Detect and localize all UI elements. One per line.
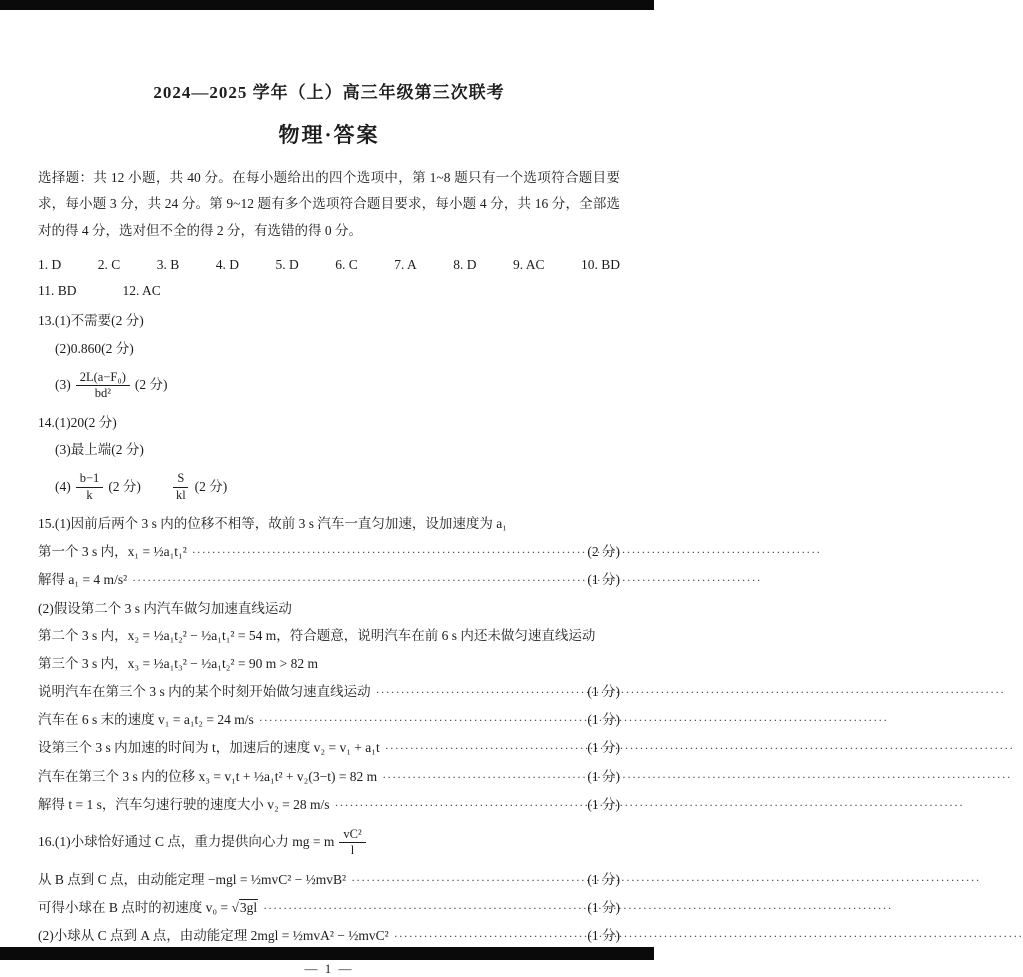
sqrt-radicand: 3gl	[239, 900, 258, 916]
answer-text: 第一个 3 s 内，x₁ = ½a₁t₁²	[38, 544, 187, 560]
answer-line	[38, 370, 620, 402]
answer-line	[38, 827, 620, 859]
answer-text: 解得 t = 1 s，汽车匀速行驶的速度大小 v₂ = 28 m/s	[38, 797, 330, 813]
mc-answers-row-1	[38, 252, 620, 278]
answer-text: 汽车在第三个 3 s 内的位移 x₃ = v₁t + ½a₁t² + v₂(3−t) = 82 m	[38, 768, 378, 784]
answer-line: (3)最上端(2 分)	[55, 442, 144, 458]
answer-line: (2)0.860(2 分)	[55, 340, 134, 356]
score-label: (1 分)	[587, 712, 620, 728]
answer-line	[38, 706, 620, 734]
answer-text: 解得 a₁ = 4 m/s²	[38, 572, 128, 588]
fraction-numerator: b−1	[76, 471, 104, 488]
answer-text: 设第三个 3 s 内加速的时间为 t，加速后的速度 v₂ = v₁ + a₁t	[38, 740, 380, 756]
score-label: (2 分)	[587, 544, 620, 560]
score-label: (2 分)	[194, 478, 228, 494]
answer-line	[38, 538, 620, 566]
score-label: (1 分)	[587, 797, 620, 813]
scan-artifact-top-bar	[0, 0, 654, 10]
answer-line: 第二个 3 s 内，x₂ = ½a₁t₂² − ½a₁t₁² = 54 m，符合题意，说明汽车在前 6 s 内还未做匀速直线运动	[38, 628, 596, 644]
mc-answer: 10. BD	[580, 256, 620, 272]
answer-line	[38, 566, 620, 594]
answer-line	[38, 678, 620, 706]
fraction-denominator: bd²	[94, 386, 111, 401]
score-label: (1 分)	[587, 572, 620, 588]
fraction-denominator: kl	[175, 487, 186, 502]
instructions-paragraph: 选择题：共 12 小题，共 40 分。在每小题给出的四个选项中，第 1~8 题只有一个选项符合题目要求，每小题 3 分，共 24 分。第 9~12 题有多个选项符合题目要求，每小题 4 分，共 16 分，全部选对的得 4 分，选对但不全的得 2 分，有选错的得 0 分。	[38, 170, 620, 238]
answer-line	[38, 734, 620, 762]
answer-text: (2)小球从 C 点到 A 点，由动能定理 2mgl = ½mvA² − ½mvC²	[38, 928, 389, 944]
question-15-answers	[38, 510, 620, 819]
dotted-leader	[376, 678, 583, 706]
subject-title: 物理·答案	[278, 123, 380, 147]
answer-line	[38, 894, 620, 922]
answer-text: 可得小球在 B 点时的初速度 v₀ =	[38, 900, 232, 916]
mc-answer: 1. D	[38, 256, 62, 272]
answer-line	[38, 763, 620, 791]
score-label: (1 分)	[587, 740, 620, 756]
answer-line	[38, 471, 620, 503]
question-13-answers	[38, 307, 620, 402]
mc-answer: 5. D	[275, 256, 299, 272]
score-label: (1 分)	[587, 871, 620, 887]
answer-text: 从 B 点到 C 点，由动能定理 −mgl = ½mvC² − ½mvB²	[38, 871, 347, 887]
answer-text: (4)	[55, 478, 71, 494]
fraction	[172, 471, 190, 503]
dotted-leader	[263, 894, 582, 922]
answer-line: 第三个 3 s 内，x₃ = ½a₁t₃² − ½a₁t₂² = 90 m > 82 m	[38, 656, 318, 672]
scan-artifact-bottom-bar	[0, 947, 654, 960]
question-16-answers	[38, 827, 620, 951]
page-number: — 1 —	[304, 960, 354, 976]
score-label: (1 分)	[587, 928, 620, 944]
exam-title: 2024—2025 学年（上）高三年级第三次联考	[153, 83, 505, 102]
mc-answer: 4. D	[215, 256, 239, 272]
fraction	[76, 471, 104, 503]
answer-text: 说明汽车在第三个 3 s 内的某个时刻开始做匀速直线运动	[38, 683, 371, 699]
score-label: (2 分)	[108, 478, 141, 494]
mc-answer: 8. D	[453, 256, 477, 272]
dotted-leader	[334, 791, 582, 819]
fraction-denominator: k	[86, 487, 93, 502]
score-label: (1 分)	[587, 900, 620, 916]
answer-line: 14.(1)20(2 分)	[38, 414, 117, 430]
mc-answer: 11. BD	[38, 282, 77, 298]
dotted-leader	[351, 866, 582, 894]
dotted-leader	[382, 763, 582, 791]
answer-line: (2)假设第二个 3 s 内汽车做匀加速直线运动	[38, 600, 292, 616]
sqrt-sign: √	[231, 900, 239, 916]
dotted-leader	[385, 734, 583, 762]
mc-answer: 3. B	[156, 256, 180, 272]
mc-answers-row-2	[38, 278, 620, 304]
fraction-numerator: vC²	[339, 827, 365, 844]
answer-line: 15.(1)因前后两个 3 s 内的位移不相等，故前 3 s 汽车一直匀加速，设加速度为 a₁	[38, 516, 507, 532]
mc-answer: 9. AC	[512, 256, 545, 272]
answer-line	[38, 866, 620, 894]
fraction-numerator: S	[173, 471, 188, 488]
score-label: (1 分)	[587, 768, 620, 784]
score-label: (2 分)	[134, 377, 168, 393]
mc-answer: 2. C	[97, 256, 121, 272]
mc-answer: 12. AC	[122, 282, 161, 298]
answer-text: 16.(1)小球恰好通过 C 点，重力提供向心力 mg = m	[38, 834, 335, 850]
dotted-leader	[192, 538, 583, 566]
answer-line	[38, 791, 620, 819]
score-label: (1 分)	[587, 683, 620, 699]
question-14-answers	[38, 409, 620, 504]
answer-text: 汽车在 6 s 末的速度 v₁ = a₁t₂ = 24 m/s	[38, 712, 254, 728]
fraction	[76, 370, 130, 402]
answer-text: (3)	[55, 377, 71, 393]
mc-answer: 7. A	[394, 256, 417, 272]
answer-text	[38, 894, 258, 922]
answer-line: 13.(1)不需要(2 分)	[38, 313, 144, 329]
dotted-leader	[132, 566, 582, 594]
dotted-leader	[259, 706, 583, 734]
mc-answer: 6. C	[335, 256, 358, 272]
fraction-numerator: 2L(a−F₀)	[76, 370, 130, 387]
fraction-denominator: l	[350, 843, 355, 858]
fraction	[339, 827, 365, 859]
